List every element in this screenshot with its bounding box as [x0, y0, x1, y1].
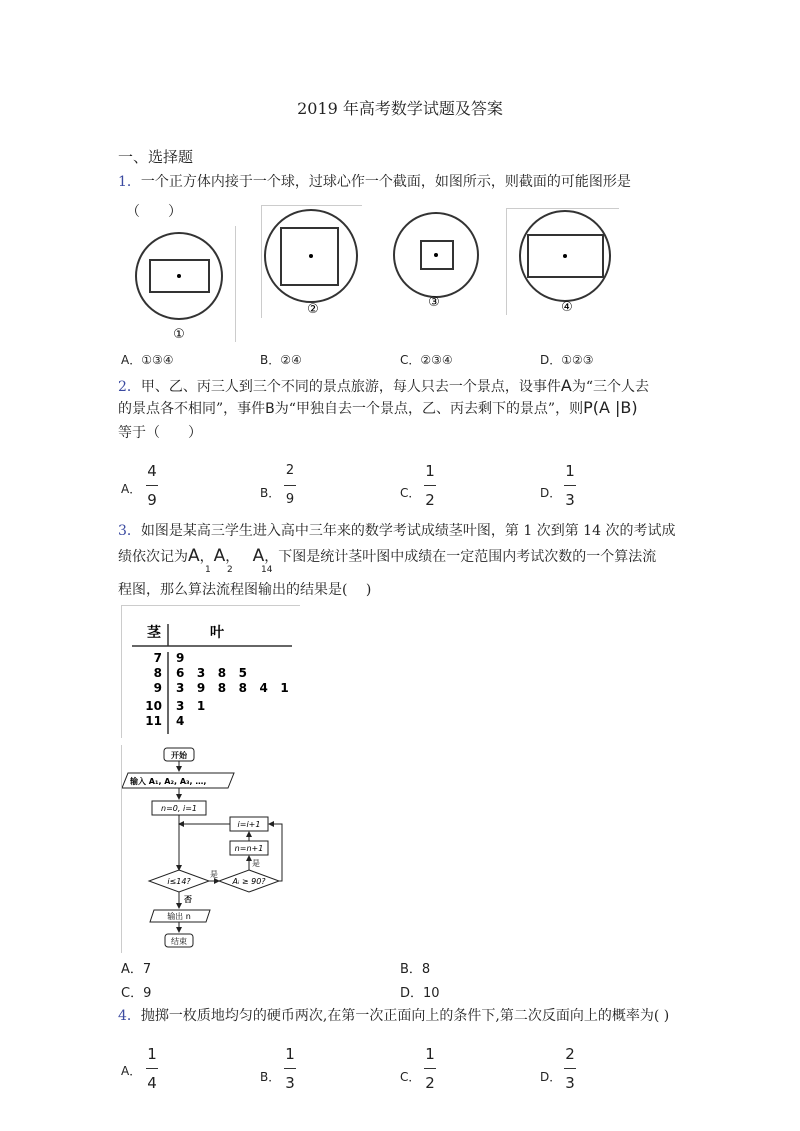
question-3-line-2: 绩依次记为A，A， A，下图是统计茎叶图中成绩在一定范围内考试次数的一个算法流 — [118, 546, 657, 566]
section-heading: 一、选择题 — [118, 148, 194, 166]
figure-1 — [121, 226, 236, 342]
q4-option-b-label[interactable]: B． — [260, 1070, 281, 1084]
event-a: A — [560, 376, 572, 395]
q3-option-a[interactable]: A．7 — [121, 962, 152, 977]
q2-option-c-label[interactable]: C． — [400, 486, 421, 500]
flow-init: n=0, i=1 — [161, 804, 197, 813]
q2-option-b-fraction[interactable]: 2 9 — [285, 463, 295, 507]
flowchart — [121, 745, 286, 953]
subscript-14: 14 — [261, 565, 273, 575]
page-title: 2019 年高考数学试题及答案 — [297, 99, 503, 118]
question-4-text: 4．抛掷一枚质地均匀的硬币两次,在第一次正面向上的条件下,第二次反面向上的概率为( ) — [118, 1008, 670, 1024]
leaf-values: 6 3 8 5 — [176, 666, 247, 680]
question-2-number: 2． — [118, 379, 141, 395]
leaf-values: 3 9 8 8 4 1 — [176, 681, 289, 695]
q2-option-d-label[interactable]: D． — [540, 486, 562, 500]
q4-option-b-fraction[interactable]: 1 3 — [285, 1045, 295, 1092]
flow-yes-2: 是 — [252, 859, 260, 868]
q2-option-b-label[interactable]: B． — [260, 486, 281, 500]
event-b: B — [265, 401, 275, 417]
question-1-number: 1． — [118, 174, 141, 190]
leaf-values: 3 1 — [176, 699, 206, 713]
flow-cond-i: i≤14? — [167, 877, 191, 886]
stem-leaf-plot — [121, 605, 300, 738]
flow-start: 开始 — [171, 751, 187, 760]
q1-option-a[interactable]: A．①③④ — [121, 353, 174, 367]
q1-option-d[interactable]: D．①②③ — [540, 353, 594, 367]
question-3-line-1: 3．如图是某高三学生进入高中三年来的数学考试成绩茎叶图，第 1 次到第 14 次的考试成 — [118, 523, 676, 539]
q3-option-d[interactable]: D．10 — [400, 986, 440, 1001]
q1-option-c[interactable]: C．②③④ — [400, 353, 453, 367]
q4-option-a-label[interactable]: A． — [121, 1064, 142, 1078]
q4-option-c-label[interactable]: C． — [400, 1070, 421, 1084]
q3-option-b[interactable]: B．8 — [400, 962, 431, 977]
stem-value: 7 — [153, 651, 162, 665]
flow-input: 输入 A₁, A₂, A₃, …, — [130, 777, 207, 786]
stem-value: 9 — [153, 681, 162, 695]
stem-value: 11 — [145, 714, 162, 728]
q2-option-a-fraction[interactable]: 4 9 — [147, 462, 157, 509]
figure-1-label: ① — [173, 327, 185, 342]
q4-option-d-label[interactable]: D． — [540, 1070, 562, 1084]
flow-yes-1: 是 — [210, 870, 218, 879]
question-3-number: 3． — [118, 523, 141, 539]
figure-2-label: ② — [307, 302, 319, 317]
q3-option-c[interactable]: C．9 — [121, 986, 152, 1001]
stem-value: 8 — [153, 666, 162, 680]
q1-option-b[interactable]: B．②④ — [260, 353, 302, 367]
flow-increment-i: i=i+1 — [237, 820, 261, 829]
flow-increment-n: n=n+1 — [234, 844, 264, 853]
figure-4-drawing — [507, 209, 619, 315]
figure-3-label: ③ — [428, 295, 440, 310]
figure-3 — [370, 208, 480, 312]
q2-option-a-label[interactable]: A． — [121, 482, 142, 496]
q4-option-c-fraction[interactable]: 1 2 — [425, 1045, 435, 1092]
subscript-2: 2 — [227, 565, 233, 575]
flow-no: 否 — [184, 895, 192, 904]
stem-header: 茎 — [147, 625, 161, 641]
figure-2 — [261, 205, 362, 318]
flow-output: 输出 n — [167, 912, 191, 921]
figure-2-drawing — [262, 206, 362, 318]
figure-3-drawing — [370, 208, 480, 312]
question-1-text: 1．一个正方体内接于一个球，过球心作一个截面，如图所示，则截面的可能图形是 — [118, 174, 631, 190]
figure-4 — [506, 208, 619, 315]
question-1-paren: （ ） — [126, 204, 182, 220]
leaf-values: 9 — [176, 651, 185, 665]
q4-option-a-fraction[interactable]: 1 4 — [147, 1045, 157, 1092]
q2-option-c-fraction[interactable]: 1 2 — [425, 462, 435, 509]
q2-option-d-fraction[interactable]: 1 3 — [565, 462, 575, 509]
leaf-header: 叶 — [210, 625, 224, 641]
stem-value: 10 — [145, 699, 162, 713]
q4-option-d-fraction[interactable]: 2 3 — [565, 1045, 575, 1092]
conditional-probability: P(A |B) — [583, 398, 638, 417]
question-2-line-1: 2．甲、乙、丙三人到三个不同的景点旅游，每人只去一个景点，设事件A为“三个人去 — [118, 376, 650, 395]
question-4-number: 4． — [118, 1008, 141, 1024]
flowchart-drawing — [122, 745, 286, 953]
leaf-values: 4 — [176, 714, 185, 728]
flow-end: 结束 — [171, 937, 187, 946]
figure-4-label: ④ — [561, 300, 573, 315]
question-2-line-3: 等于（ ） — [118, 425, 202, 441]
stem-leaf-drawing — [122, 606, 300, 738]
question-3-line-3: 程图，那么算法流程图输出的结果是( ) — [118, 582, 372, 598]
subscript-1: 1 — [205, 565, 211, 575]
question-2-line-2: 的景点各不相同”，事件B为“甲独自去一个景点，乙、丙去剩下的景点”，则P(A |B) — [118, 398, 638, 417]
figure-1-drawing — [121, 226, 235, 342]
flow-cond-a: Aᵢ ≥ 90? — [232, 877, 266, 886]
